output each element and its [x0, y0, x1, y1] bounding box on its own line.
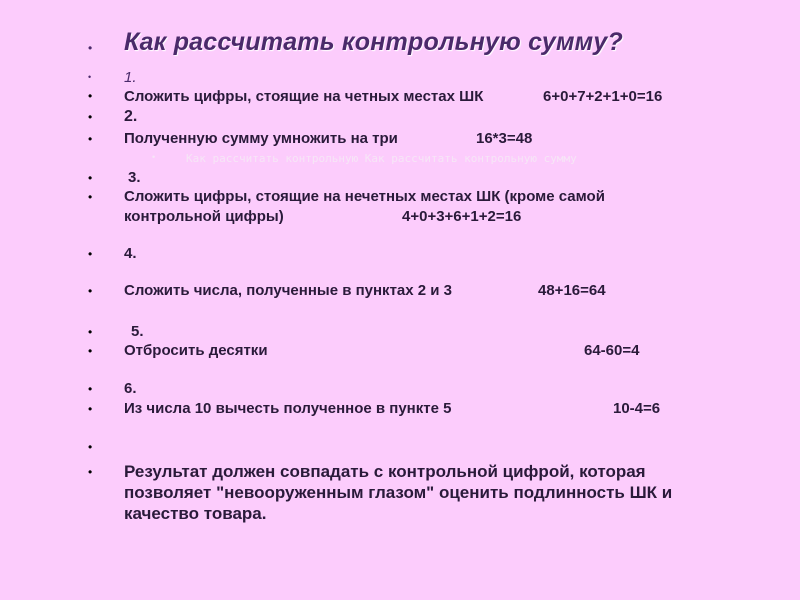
bullet-icon: •	[88, 344, 93, 358]
bullet-icon: •	[88, 465, 93, 479]
slide-title: Как рассчитать контрольную сумму?	[124, 28, 623, 56]
step-3-text-line-1: Сложить цифры, стоящие на нечетных местах ШК (кроме самой	[124, 188, 605, 205]
bullet-icon: •	[88, 110, 93, 124]
faded-bullet-icon: •	[152, 152, 156, 162]
bullet-icon: •	[88, 190, 93, 204]
bullet-icon: •	[88, 382, 93, 396]
step-number-2: 2.	[124, 108, 138, 125]
step-4-formula: 48+16=64	[538, 282, 606, 299]
step-1-text: Сложить цифры, стоящие на четных местах ШК	[124, 88, 484, 105]
step-6-text: Из числа 10 вычесть полученное в пункте 5	[124, 400, 452, 417]
bullet-icon: •	[88, 325, 93, 339]
bullet-icon: •	[88, 402, 93, 416]
step-number-6: 6.	[124, 380, 137, 397]
step-2-formula: 16*3=48	[476, 130, 533, 147]
step-5-formula: 64-60=4	[584, 342, 640, 359]
step-5-text: Отбросить десятки	[124, 342, 268, 359]
step-number-5: 5.	[131, 323, 144, 340]
title-bullet-icon: •	[88, 41, 93, 55]
empty-bullet-icon: •	[88, 440, 93, 454]
bullet-icon: •	[88, 89, 93, 103]
bullet-icon: •	[88, 72, 92, 82]
step-4-text: Сложить числа, полученные в пунктах 2 и 3	[124, 282, 453, 299]
bullet-icon: •	[88, 171, 93, 185]
step-3-text-line-2: контрольной цифры)	[124, 208, 284, 225]
bullet-icon: •	[88, 247, 93, 261]
bullet-icon: •	[88, 284, 93, 298]
step-2-text: Полученную сумму умножить на три	[124, 130, 398, 147]
step-6-formula: 10-4=6	[613, 400, 661, 417]
step-number-3: 3.	[128, 169, 141, 186]
result-text: Результат должен совпадать с контрольной цифрой, которая позволяет "невооруженным глазом" оценить подлинность ШК и качество товара.	[124, 462, 673, 523]
step-1-formula: 6+0+7+2+1+0=16	[543, 88, 663, 105]
faded-text: Как рассчитать контрольную Как рассчитать контрольную сумму	[186, 152, 577, 165]
step-number-4: 4.	[124, 245, 137, 262]
step-number-1: 1.	[124, 69, 137, 86]
bullet-icon: •	[88, 132, 93, 146]
step-3-formula: 4+0+3+6+1+2=16	[402, 208, 522, 225]
